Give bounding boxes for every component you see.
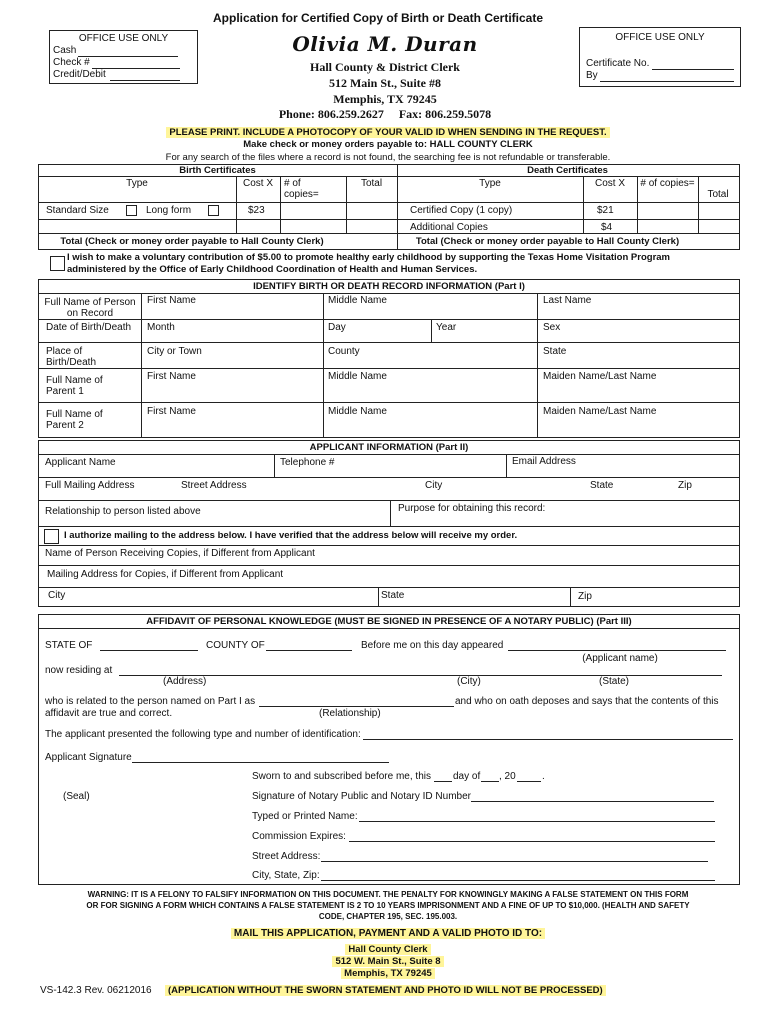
long-form-label: Long form (146, 205, 192, 216)
office-check-label: Check # (53, 57, 90, 68)
certified-copy-label: Certified Copy (1 copy) (410, 205, 513, 216)
contribution-line-1: I wish to make a voluntary contribution of $5.00 to promote healthy early childhood by supporting the Texas Home Visitation Program (67, 252, 670, 263)
long-form-checkbox[interactable] (208, 205, 219, 216)
office-use-left-box (49, 30, 198, 84)
birth-price: $23 (248, 205, 265, 216)
city-town-label: City or Town (147, 346, 202, 357)
authorize-mailing-checkbox[interactable] (44, 529, 59, 544)
mail-address-3: Memphis, TX 79245 (341, 968, 435, 979)
mailing-copies-label: Mailing Address for Copies, if Different from Applicant (47, 569, 284, 580)
standard-size-label: Standard Size (46, 205, 109, 216)
parent1-first-name-label: First Name (147, 371, 196, 382)
record-middle-name-label: Middle Name (328, 295, 387, 306)
year-label: Year (436, 322, 457, 333)
additional-copies-price: $4 (601, 222, 613, 233)
notary-city-state-zip-label: City, State, Zip: (252, 870, 320, 881)
print-instructions: PLEASE PRINT. INCLUDE A PHOTOCOPY OF YOUR VALID ID WHEN SENDING IN THE REQUEST. (166, 127, 609, 138)
identification-label: The applicant presented the following type and number of identification: (45, 729, 361, 740)
copies-zip-label: Zip (578, 591, 592, 602)
office-certificate-label: Certificate No. (586, 58, 650, 69)
additional-copies-label: Additional Copies (410, 222, 488, 233)
part3-heading: AFFIDAVIT OF PERSONAL KNOWLEDGE (MUST BE SIGNED IN PRESENCE OF A NOTARY PUBLIC) (Part III) (38, 614, 740, 629)
parent2-maiden-label: Maiden Name/Last Name (543, 406, 657, 417)
parent1-middle-name-label: Middle Name (328, 371, 387, 382)
mailing-address-label: Full Mailing Address (45, 480, 135, 491)
processing-note: (APPLICATION WITHOUT THE SWORN STATEMENT AND PHOTO ID WILL NOT BE PROCESSED) (165, 985, 606, 996)
death-col-total: Total (707, 189, 729, 200)
office-credit-label: Credit/Debit (53, 69, 106, 80)
mail-address-1: Hall County Clerk (345, 944, 430, 955)
address-caption: (Address) (163, 676, 207, 687)
email-label: Email Address (512, 456, 576, 467)
commission-expires-label: Commission Expires: (252, 831, 346, 842)
relationship-caption: (Relationship) (319, 708, 381, 719)
day-label: Day (328, 322, 346, 333)
clerk-address-2: Memphis, TX 79245 (333, 92, 437, 106)
contribution-line-2: administered by the Office of Early Childhood Coordination of Health and Human Services. (67, 264, 478, 275)
part2-heading: APPLICANT INFORMATION (Part II) (38, 440, 740, 455)
death-col-cost: Cost X (594, 178, 625, 189)
death-heading: Death Certificates (527, 165, 608, 176)
warning-line-2: OR FOR SIGNING A FORM WHICH CONTAINS A FALSE STATEMENT IS 2 TO 10 YEARS IMPRISONMENT AND A FINE OF UP TO $10,000. (HEALTH AND SAFETY (86, 901, 690, 910)
birth-col-copies: # of copies= (284, 178, 319, 200)
death-col-type: Type (479, 178, 501, 189)
fee-notice: For any search of the files where a record is not found, the searching fee is not refundable or transferable. (165, 152, 611, 163)
related-label: who is related to the person named on Part I as (45, 696, 256, 707)
place-label: Place of Birth/Death (46, 346, 97, 368)
birth-col-cost: Cost X (242, 178, 273, 189)
page-title: Application for Certified Copy of Birth or Death Certificate (213, 11, 544, 25)
sworn-label: Sworn to and subscribed before me, this (252, 771, 431, 782)
telephone-label: Telephone # (280, 457, 335, 468)
office-use-right-heading: OFFICE USE ONLY (615, 32, 705, 43)
place-state-label: State (543, 346, 567, 357)
contribution-checkbox[interactable] (50, 256, 65, 271)
office-cash-label: Cash (53, 45, 77, 56)
birth-heading: Birth Certificates (179, 165, 256, 176)
street-address-label: Street Address (181, 480, 247, 491)
purpose-label: Purpose for obtaining this record: (398, 503, 546, 514)
copies-state-label: State (381, 590, 405, 601)
true-correct-label: affidavit are true and correct. (45, 708, 173, 719)
year-prefix-label: , 20 (499, 771, 516, 782)
record-last-name-label: Last Name (543, 295, 592, 306)
authorize-mailing-label: I authorize mailing to the address below. I have verified that the address below will receive my order. (64, 530, 518, 541)
before-me-label: Before me on this day appeared (361, 640, 504, 651)
office-by-label: By (586, 70, 598, 81)
state-of-label: STATE OF (45, 640, 93, 651)
clerk-office: Hall County & District Clerk (310, 60, 460, 74)
parent2-middle-name-label: Middle Name (328, 406, 387, 417)
parent2-label: Full Name of Parent 2 (46, 409, 103, 431)
seal-label: (Seal) (63, 791, 90, 802)
death-total-label: Total (Check or money order payable to Hall County Clerk) (415, 236, 680, 247)
payable-instructions: Make check or money orders payable to: HALL COUNTY CLERK (243, 139, 533, 150)
record-first-name-label: First Name (147, 295, 196, 306)
birth-col-type: Type (126, 178, 148, 189)
notary-signature-label: Signature of Notary Public and Notary ID Number (252, 791, 471, 802)
full-name-record-label: Full Name of Person on Record (44, 297, 136, 319)
day-of-label: day of (453, 771, 481, 782)
county-of-label: COUNTY OF (206, 640, 265, 651)
office-use-right-box (579, 27, 741, 87)
clerk-phone: Phone: 806.259.2627 Fax: 806.259.5078 (278, 107, 492, 121)
typed-name-label: Typed or Printed Name: (252, 811, 358, 822)
now-residing-label: now residing at (45, 665, 113, 676)
part1-heading: IDENTIFY BIRTH OR DEATH RECORD INFORMATION (Part I) (38, 279, 740, 294)
applicant-name-label: Applicant Name (45, 457, 116, 468)
mail-address-2: 512 W. Main St., Suite 8 (332, 956, 443, 967)
form-revision: VS-142.3 Rev. 06212016 (40, 985, 152, 996)
applicant-signature-label: Applicant Signature (45, 752, 132, 763)
county-label: County (328, 346, 360, 357)
month-label: Month (147, 322, 175, 333)
office-use-left-heading: OFFICE USE ONLY (78, 33, 169, 44)
mailing-city-label: City (425, 480, 443, 491)
mailing-state-label: State (590, 480, 614, 491)
applicant-name-caption: (Applicant name) (582, 653, 658, 664)
certified-copy-price: $21 (597, 205, 614, 216)
clerk-signature: Olivia M. Duran (292, 32, 478, 56)
parent1-maiden-label: Maiden Name/Last Name (543, 371, 657, 382)
oath-label: and who on oath deposes and says that the contents of this (455, 696, 719, 707)
receiving-name-label: Name of Person Receiving Copies, if Different from Applicant (45, 548, 315, 559)
warning-line-3: CODE, CHAPTER 195, SEC. 195.003. (318, 912, 458, 921)
warning-line-1: WARNING: IT IS A FELONY TO FALSIFY INFORMATION ON THIS DOCUMENT. THE PENALTY FOR KNOWINGLY MAKING A FALSE STATEMENT ON THIS FORM (87, 890, 689, 899)
mailing-zip-label: Zip (678, 480, 692, 491)
state-caption: (State) (599, 676, 630, 687)
sex-label: Sex (543, 322, 561, 333)
relationship-label: Relationship to person listed above (45, 506, 201, 517)
birth-col-total: Total (360, 178, 383, 189)
mail-heading: MAIL THIS APPLICATION, PAYMENT AND A VALID PHOTO ID TO: (231, 928, 545, 939)
birth-total-label: Total (Check or money order payable to Hall County Clerk) (60, 236, 324, 247)
city-caption: (City) (457, 676, 481, 687)
affidavit-box (38, 628, 740, 885)
clerk-address-1: 512 Main St., Suite #8 (328, 76, 441, 90)
death-col-copies: # of copies= (640, 178, 695, 189)
parent1-label: Full Name of Parent 1 (46, 375, 103, 397)
standard-size-checkbox[interactable] (126, 205, 137, 216)
notary-street-label: Street Address: (252, 851, 321, 862)
copies-city-label: City (48, 590, 66, 601)
parent2-first-name-label: First Name (147, 406, 196, 417)
date-label: Date of Birth/Death (46, 322, 132, 333)
